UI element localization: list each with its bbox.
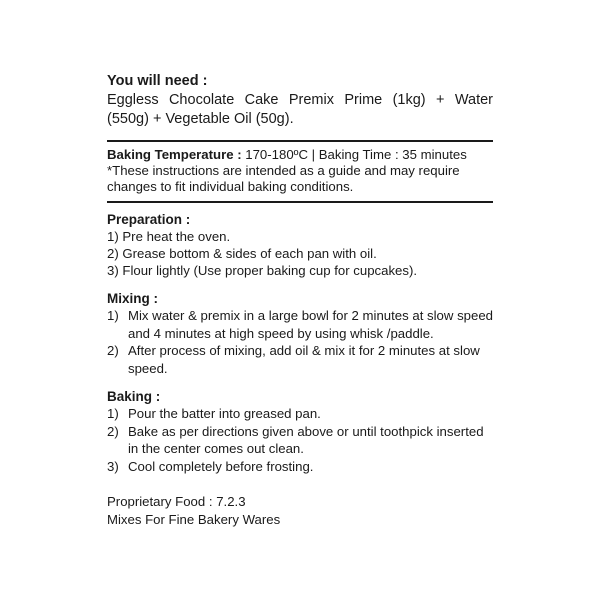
step-text: Cool completely before frosting. <box>128 458 314 474</box>
preparation-step: 3) Flour lightly (Use proper baking cup for cupcakes). <box>107 263 418 278</box>
mixing-step <box>107 342 493 377</box>
step-text: Bake as per directions given above or until toothpick inserted in the center comes out clean. <box>128 423 484 456</box>
step-number: 1) <box>107 308 119 323</box>
step-text: After process of mixing, add oil & mix it for 2 minutes at slow speed. <box>128 343 480 376</box>
baking-temperature-label: Baking Temperature : <box>107 147 242 162</box>
mixing-heading: Mixing : <box>107 291 158 306</box>
footer-section <box>107 493 493 529</box>
divider-top <box>107 140 493 142</box>
baking-note-line2: changes to fit individual baking conditions. <box>107 179 354 194</box>
baking-note-line1: *These instructions are intended as a guide and may require <box>107 163 460 178</box>
baking-temperature-value: 170-180ºC | Baking Time : 35 minutes <box>241 147 467 162</box>
baking-step <box>107 405 493 423</box>
proprietary-food-text: Proprietary Food : 7.2.3 <box>107 494 246 509</box>
baking-temperature-line <box>107 147 493 163</box>
baking-section <box>107 388 493 475</box>
step-text: Pour the batter into greased pan. <box>128 406 321 421</box>
ingredients-section <box>107 72 493 129</box>
mixing-steps <box>107 307 493 377</box>
preparation-heading: Preparation : <box>107 212 191 227</box>
step-number: 2) <box>107 423 119 439</box>
baking-step <box>107 423 493 458</box>
ingredients-heading: You will need : <box>107 73 208 89</box>
mixing-section <box>107 290 493 377</box>
category-text: Mixes For Fine Bakery Wares <box>107 512 281 527</box>
mixing-step <box>107 307 493 342</box>
step-number: 3) <box>107 458 119 474</box>
baking-info <box>107 147 493 195</box>
preparation-step: 2) Grease bottom & sides of each pan with oil. <box>107 246 377 261</box>
preparation-section <box>107 211 493 279</box>
baking-heading: Baking : <box>107 389 161 404</box>
baking-steps <box>107 405 493 475</box>
ingredients-text: Eggless Chocolate Cake Premix Prime (1kg) + Water (550g) + Vegetable Oil (50g). <box>107 92 493 127</box>
divider-bottom <box>107 201 493 203</box>
baking-step <box>107 458 493 476</box>
step-text: Mix water & premix in a large bowl for 2 minutes at slow speed and 4 minutes at high speed by using whisk /paddle. <box>128 308 494 341</box>
preparation-step: 1) Pre heat the oven. <box>107 229 231 244</box>
step-number: 2) <box>107 343 119 358</box>
step-number: 1) <box>107 406 119 421</box>
